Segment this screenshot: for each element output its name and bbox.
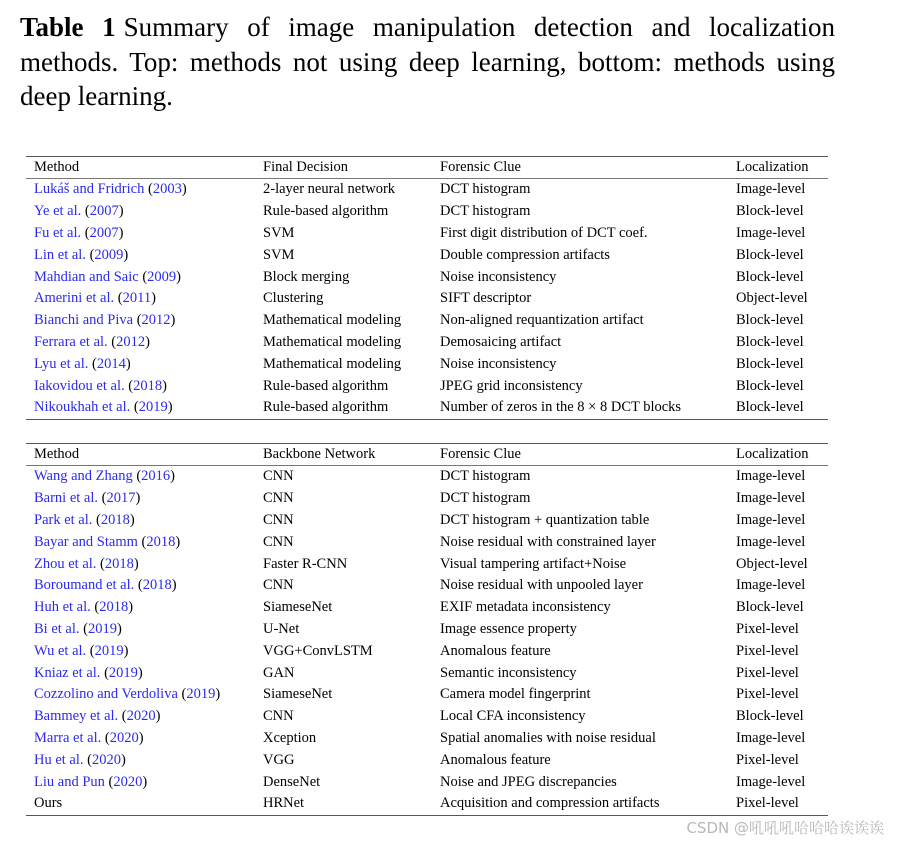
final-decision-cell: 2-layer neural network [263,181,396,198]
citation-link[interactable]: Cozzolino and Verdoliva (2019) [34,686,221,703]
forensic-clue-cell: Noise residual with constrained layer [440,533,656,550]
citation-link[interactable]: Kniaz et al. (2019) [34,664,143,681]
forensic-clue-cell: Acquisition and compression artifacts [440,795,660,812]
backbone-cell: GAN [263,664,295,681]
citation-link[interactable]: Amerini et al. (2011) [34,290,156,307]
method-cell [26,575,255,597]
table-row [26,397,828,419]
localization-cell: Block-level [736,333,804,350]
forensic-clue-cell: Noise inconsistency [440,268,557,285]
forensic-clue-cell: Image essence property [440,620,577,637]
localization-cell: Block-level [736,708,804,725]
table-row [26,466,828,488]
citation-link[interactable]: Marra et al. (2020) [34,729,144,746]
localization-cell: Block-level [736,599,804,616]
table-row [26,510,828,532]
header-final-decision: Final Decision [263,159,348,175]
forensic-clue-cell: Anomalous feature [440,751,551,768]
table-row [26,332,828,354]
caption-text: Summary of image manipulation detection and localization methods. Top: methods not using deep learning, bottom: methods using deep learning. [20,12,835,111]
backbone-cell: VGG [263,751,295,768]
final-decision-cell: Rule-based algorithm [263,377,389,394]
forensic-clue-cell: Semantic inconsistency [440,664,577,681]
caption-label: Table 1 [20,12,116,42]
localization-cell: Pixel-level [736,795,799,812]
header-backbone-network: Backbone Network [263,446,376,462]
method-cell [26,244,255,266]
backbone-cell: Xception [263,729,317,746]
citation-link[interactable]: Liu and Pun (2020) [34,773,148,790]
method-cell [26,332,255,354]
method-cell [26,397,255,419]
citation-link[interactable]: Lin et al. (2009) [34,246,129,263]
table-row [26,597,828,619]
forensic-clue-cell: DCT histogram [440,468,531,485]
table-row [26,375,828,397]
citation-link[interactable]: Fu et al. (2007) [34,224,124,241]
localization-cell: Pixel-level [736,751,799,768]
citation-link[interactable]: Bammey et al. (2020) [34,708,161,725]
watermark: CSDN @吼吼吼哈哈哈诶诶诶 [686,819,884,837]
localization-cell: Pixel-level [736,664,799,681]
forensic-clue-cell: Number of zeros in the 8 × 8 DCT blocks [440,399,682,416]
table-header-row [26,444,828,466]
citation-link[interactable]: Ye et al. (2007) [34,203,124,220]
table-row [26,223,828,245]
localization-cell: Block-level [736,399,804,416]
table-row [26,640,828,662]
forensic-clue-cell: First digit distribution of DCT coef. [440,224,648,241]
citation-link[interactable]: Park et al. (2018) [34,511,135,528]
citation-link[interactable]: Boroumand et al. (2018) [34,577,177,594]
forensic-clue-cell: Non-aligned requantization artifact [440,312,644,329]
forensic-clue-cell: SIFT descriptor [440,290,532,307]
table-row [26,553,828,575]
method-cell [26,619,255,641]
table-row [26,706,828,728]
backbone-cell: SiameseNet [263,599,333,616]
final-decision-cell: Clustering [263,290,324,307]
localization-cell: Image-level [736,468,806,485]
localization-cell: Image-level [736,511,806,528]
table-row [26,266,828,288]
method-cell [26,662,255,684]
backbone-cell: Faster R-CNN [263,555,348,572]
table-row [26,684,828,706]
backbone-cell: VGG+ConvLSTM [263,642,373,659]
localization-cell: Image-level [736,533,806,550]
table-row [26,201,828,223]
method-cell: Ours [34,795,63,812]
table-row [26,288,828,310]
localization-cell: Object-level [736,290,808,307]
forensic-clue-cell: Demosaicing artifact [440,333,562,350]
localization-cell: Block-level [736,355,804,372]
citation-link[interactable]: Wu et al. (2019) [34,642,129,659]
localization-cell: Object-level [736,555,808,572]
forensic-clue-cell: Visual tampering artifact+Noise [440,555,627,572]
table-deep-learning [26,443,828,816]
method-cell [26,179,255,201]
final-decision-cell: SVM [263,246,295,263]
backbone-cell: DenseNet [263,773,321,790]
table-row [26,179,828,201]
table-row [26,728,828,750]
method-cell [26,749,255,771]
localization-cell: Image-level [736,224,806,241]
table-header-row [26,157,828,179]
table-row-ours [26,793,828,815]
citation-link[interactable]: Wang and Zhang (2016) [34,468,176,485]
method-cell [26,266,255,288]
table-row [26,771,828,793]
localization-cell: Image-level [736,490,806,507]
forensic-clue-cell: DCT histogram [440,181,531,198]
localization-cell: Block-level [736,377,804,394]
method-cell [26,706,255,728]
backbone-cell: CNN [263,468,294,485]
forensic-clue-cell: Camera model fingerprint [440,686,591,703]
localization-cell: Block-level [736,246,804,263]
table-row [26,749,828,771]
table-row [26,310,828,332]
table-row [26,244,828,266]
method-cell [26,310,255,332]
header-localization: Localization [736,159,809,175]
citation-link[interactable]: Barni et al. (2017) [34,490,141,507]
citation-link[interactable]: Lukáš and Fridrich (2003) [34,181,187,198]
localization-cell: Image-level [736,729,806,746]
localization-cell: Block-level [736,312,804,329]
backbone-cell: CNN [263,511,294,528]
localization-cell: Pixel-level [736,686,799,703]
table-caption [20,10,835,114]
final-decision-cell: Rule-based algorithm [263,399,389,416]
final-decision-cell: Rule-based algorithm [263,203,389,220]
header-forensic-clue: Forensic Clue [440,446,521,462]
method-cell [26,684,255,706]
localization-cell: Image-level [736,773,806,790]
forensic-clue-cell: Double compression artifacts [440,246,610,263]
forensic-clue-cell: Anomalous feature [440,642,551,659]
citation-link[interactable]: Bayar and Stamm (2018) [34,533,181,550]
method-cell [26,375,255,397]
localization-cell: Block-level [736,268,804,285]
backbone-cell: SiameseNet [263,686,333,703]
forensic-clue-cell: Noise inconsistency [440,355,557,372]
citation-link[interactable]: Iakovidou et al. (2018) [34,377,167,394]
method-cell [26,771,255,793]
citation-link[interactable]: Bianchi and Piva (2012) [34,312,176,329]
method-cell [26,553,255,575]
method-cell [26,531,255,553]
method-cell [26,510,255,532]
forensic-clue-cell: EXIF metadata inconsistency [440,599,611,616]
citation-link[interactable]: Ferrara et al. (2012) [34,333,150,350]
backbone-cell: U-Net [263,620,300,637]
method-cell [26,466,255,488]
header-localization: Localization [736,446,809,462]
forensic-clue-cell: Spatial anomalies with noise residual [440,729,656,746]
backbone-cell: HRNet [263,795,305,812]
localization-cell: Pixel-level [736,642,799,659]
localization-cell: Image-level [736,577,806,594]
citation-link[interactable]: Zhou et al. (2018) [34,555,139,572]
method-cell [26,201,255,223]
method-cell [26,597,255,619]
final-decision-cell: Mathematical modeling [263,355,402,372]
table-row [26,619,828,641]
header-forensic-clue: Forensic Clue [440,159,521,175]
header-method: Method [34,159,80,175]
backbone-cell: CNN [263,490,294,507]
final-decision-cell: Mathematical modeling [263,312,402,329]
localization-cell: Image-level [736,181,806,198]
citation-link[interactable]: Mahdian and Saic (2009) [34,268,182,285]
method-cell [26,288,255,310]
method-cell [26,353,255,375]
final-decision-cell: Block merging [263,268,350,285]
backbone-cell: CNN [263,533,294,550]
table-row [26,575,828,597]
forensic-clue-cell: DCT histogram + quantization table [440,511,650,528]
citation-link[interactable]: Lyu et al. (2014) [34,355,131,372]
table-row [26,531,828,553]
forensic-clue-cell: DCT histogram [440,203,531,220]
backbone-cell: CNN [263,708,294,725]
localization-cell: Block-level [736,203,804,220]
table-row [26,662,828,684]
localization-cell: Pixel-level [736,620,799,637]
forensic-clue-cell: Noise and JPEG discrepancies [440,773,617,790]
final-decision-cell: Mathematical modeling [263,333,402,350]
citation-link[interactable]: Bi et al. (2019) [34,620,122,637]
method-cell [26,223,255,245]
final-decision-cell: SVM [263,224,295,241]
table-row [26,488,828,510]
forensic-clue-cell: DCT histogram [440,490,531,507]
backbone-cell: CNN [263,577,294,594]
citation-link[interactable]: Huh et al. (2018) [34,599,134,616]
forensic-clue-cell: Noise residual with unpooled layer [440,577,643,594]
method-cell [26,728,255,750]
forensic-clue-cell: Local CFA inconsistency [440,708,586,725]
table-row [26,353,828,375]
table-non-deep-learning [26,156,828,420]
method-cell [26,640,255,662]
citation-link[interactable]: Nikoukhah et al. (2019) [34,399,173,416]
citation-link[interactable]: Hu et al. (2020) [34,751,126,768]
header-method: Method [34,446,80,462]
forensic-clue-cell: JPEG grid inconsistency [440,377,583,394]
method-cell [26,488,255,510]
